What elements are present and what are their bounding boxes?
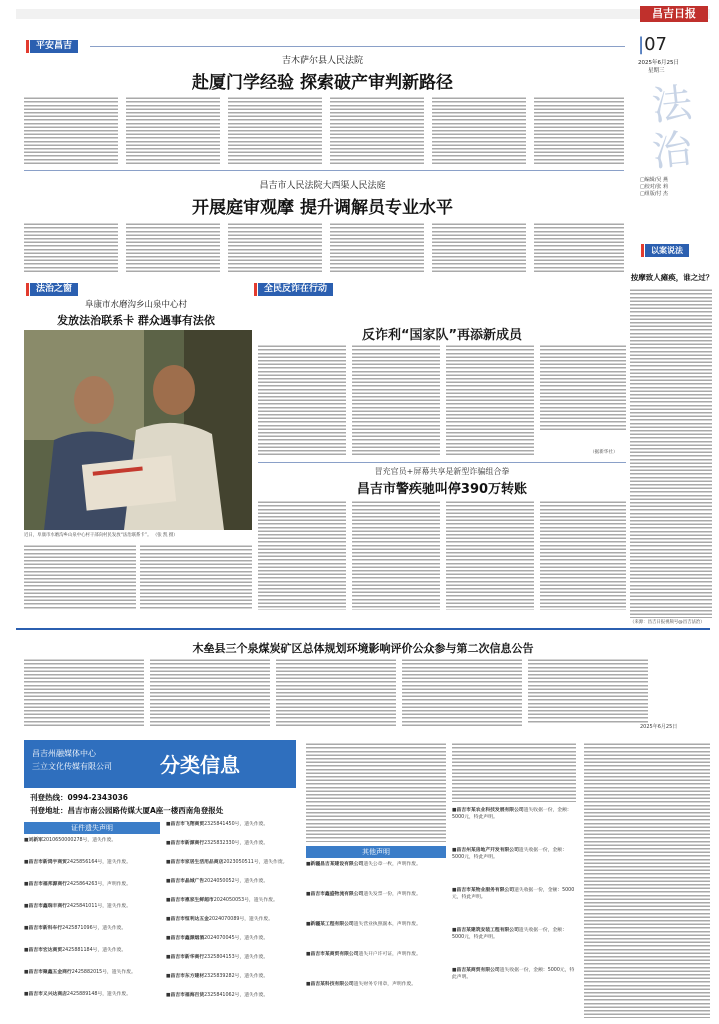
classified-company: 昌吉州融媒体中心 [32,749,96,758]
notice-item-who: ■昌吉市家居生活用品商店 [166,860,224,865]
divider [24,170,624,171]
notice-item [166,936,302,943]
notice-item [306,982,446,989]
notice-item-who: ■昌吉市福海百货 [166,993,205,998]
notice-item-who: ■昌吉市晶城广告 [166,879,205,884]
column-title-char: 治 [649,126,695,176]
notice-item [24,948,160,955]
notice-item [166,974,302,981]
article1-body [432,96,526,166]
notice-item-who: ■昌吉市鑫瑞丰商行 [24,904,67,909]
notice-item [24,992,160,999]
notice-item [452,928,576,941]
article3-headline: 发放法治联系卡 群众遇事有法依 [57,314,215,327]
notice-item [24,970,160,977]
notice-item-who: ■昌吉市鑫盛物流有限公司 [306,892,364,897]
notice-item-who: ■昌吉市新科车行 [24,926,63,931]
notice-top-rule [16,628,710,630]
column-title-char: 法 [649,80,695,130]
notice-item [166,860,302,867]
classified-title: 分类信息 [160,753,240,777]
notice-item-who: ■新疆某工程有限公司 [306,922,354,927]
section-yian: 以案说法 [645,244,689,257]
masthead-bar [16,9,710,19]
notice-item [166,917,302,924]
notice-item-text: 2325804153号，遗失作废。 [204,955,269,960]
right-list [452,808,576,1018]
notice-item-who: ■昌吉州某房地产开发有限公司 [452,848,519,853]
notice-body [24,658,144,728]
classified-address: 刊登地址：昌吉市南公园路传媒大厦A座一楼西南角登报处 [30,806,224,815]
issue-date: 2025年6月25日 [638,60,679,66]
notice-item-who: ■昌吉市福邦源商行 [24,882,67,887]
article6-source: （来源：昌吉日报视频号@昌吉法治） [630,620,705,625]
article2-body [330,222,424,272]
notice-body [528,658,648,724]
article4-body [352,344,440,456]
section-fazhi: 法治之窗 [30,283,78,296]
article1-org: 吉木萨尔县人民法院 [281,56,363,66]
article4-body [446,344,534,456]
article5-headline: 昌吉市警疾驰叫停390万转账 [356,482,528,497]
notice-item [452,888,576,901]
notice-item-text: 2325832330号，遗失作废。 [204,841,269,846]
issue-weekday: 星期三 [648,68,665,74]
col3-lines [306,742,446,842]
section-pingan: 平安昌吉 [30,40,78,53]
lost-list [24,838,160,1018]
article2-org: 昌吉市人民法院大西渠人民法庭 [259,181,386,191]
notice-item [166,993,302,1000]
notice-item-text: 2425856164号，遗失作废。 [66,860,132,865]
notice-item [452,968,576,981]
notice-item [166,879,302,886]
article1-body [24,96,118,166]
notice-item-text: 遗失收据一份，金额：5000元，特此声明。 [452,888,575,900]
typeset-credit: □组版/付 杰 [640,191,668,197]
masthead-logo: 昌吉日报 [640,6,708,22]
divider [258,462,626,463]
article1-body [534,96,624,166]
article4-body [540,344,626,432]
article2-body [534,222,624,272]
col5-body [584,742,710,1018]
notice-item-text: 2010650000278号，遗失作废。 [42,838,117,843]
notice-item-who: ■昌吉市鑫源烟酒 [166,936,205,941]
article4-headline: 反诈利“国家队”再添新成员 [361,328,523,343]
article4-body [258,344,346,456]
article2-body [432,222,526,272]
notice-item-text: 2023050511号，遗失作废。 [223,860,288,865]
article5-kicker: 冒充官员+屏幕共享是新型诈骗组合拳 [374,467,510,476]
notice-item [306,922,446,929]
notice-item-who: ■昌吉市惠家生鲜超市 [166,898,214,903]
article6-question: 按摩致人瘫痪，谁之过？ [630,273,714,282]
other-list [306,862,446,1018]
notice-item-who: ■昌吉市恒利达五金 [166,917,209,922]
notice-item-who: ■昌吉市某农业科技发展有限公司 [452,808,524,813]
notice-item-who: ■昌吉市飞翔商贸 [166,822,205,827]
notice-item-text: 遗失公章一枚，声明作废。 [363,862,421,867]
notice-item [24,882,160,889]
article4-source: （据新华社） [590,450,618,455]
notice-item-text: 2024050052号，遗失作废。 [204,879,269,884]
article1-body [330,96,424,166]
notice-item-text: 2425871096号，遗失作废。 [62,926,127,931]
notice-item-text: 2024070089号，遗失作废。 [208,917,274,922]
notice-item-who: ■昌吉市新华商行 [166,955,205,960]
notice-item-text: 2325839282号，遗失作废。 [204,974,269,979]
notice-item [166,955,302,962]
notice-item-who: ■昌吉某科技有限公司 [306,982,354,987]
article3-body [24,544,136,610]
notice-item-who: ■昌吉市聚鑫五金商行 [24,970,72,975]
notice-item [24,926,160,933]
notice-item-who: ■刘新军 [24,838,43,843]
notice-item-who: ■昌吉市新源商行 [166,841,205,846]
article3-sub: 阜康市水磨沟乡山泉中心村 [84,300,187,310]
lost-title: 证件遗失声明 [24,822,160,834]
page-number: |07 [638,34,667,55]
notice-item-text: 遗失营业执照副本，声明作废。 [353,922,421,927]
notice-date: 2025年6月25日 [640,724,678,730]
article5-body [258,500,346,610]
notice-item-who: ■昌吉市东方建材 [166,974,205,979]
article1-body [126,96,220,166]
notice-body [150,658,270,728]
notice-item-text: 遗失发票一份，声明作废。 [363,892,421,897]
notice-item-text: 遗失财务专用章，声明作废。 [353,982,417,987]
notice-item-text: 遗失收据一份，金额：5000元，特此声明。 [452,808,572,820]
col4-body [452,742,576,802]
article5-body [446,500,534,610]
article3-photo [24,330,252,530]
article2-headline: 开展庭审观摩 提升调解员专业水平 [192,198,453,218]
col3-body [306,742,446,842]
notice-item [452,808,576,821]
notice-item-text: 遗失收据一份，金额：5000元，特此声明。 [452,968,575,980]
article3-body [140,544,252,610]
notice-headline: 木垒县三个泉煤炭矿区总体规划环境影响评价公众参与第二次信息公告 [192,642,534,655]
notice-item-text: 2325841450号，遗失作废。 [204,822,269,827]
notice-item [306,862,446,869]
notice-item-who: ■昌吉某建筑安装工程有限公司 [452,928,519,933]
col5-lines [584,742,710,1018]
notice-item-text: 遗失收据一份，金额：5000元，特此声明。 [452,928,567,940]
article1-headline: 赴厦门学经验 探索破产审判新路径 [192,73,453,93]
notice-item-text: 2425889148号，遗失作废。 [66,992,132,997]
notice-item [24,838,160,845]
photo-illustration [24,330,252,530]
notice-item-who: ■昌吉市某商贸有限公司 [306,952,359,957]
notice-item [166,822,302,829]
notice-item-text: 遗失开户许可证，声明作废。 [358,952,421,957]
notice-item-text: 2425841011号，遗失作废。 [66,904,132,909]
col4-lines [452,742,576,802]
article2-body [126,222,220,272]
classified-phone: 刊登热线：0994-2343036 [30,793,129,802]
notice-item-text: 2425882015号，遗失作废。 [71,970,136,975]
classified-company2: 三立文化传媒有限公司 [32,762,112,771]
notice-item-who: ■昌吉市某物业服务有限公司 [452,888,515,893]
notice-item-who: ■昌吉某商贸有限公司 [452,968,500,973]
notice-item [306,952,446,959]
notice-item [166,841,302,848]
article5-body [540,500,626,610]
article2-body [228,222,322,272]
other-title: 其他声明 [306,846,446,858]
divider [90,46,625,47]
notice-item-who: ■昌吉市义兴达商店 [24,992,67,997]
article1-body [228,96,322,166]
notice-item-who: ■新疆昌吉某建设有限公司 [306,862,364,867]
notice-item-who: ■昌吉市新鸿宇商贸 [24,860,67,865]
proof-credit: □校对/张 莉 [640,184,668,190]
notice-item-who: ■昌吉市宏达商贸 [24,948,63,953]
notice-item-text: 2425881184号，遗失作废。 [62,948,127,953]
editor-credit: □编辑/吴 燕 [640,177,668,183]
notice-item [24,904,160,911]
column-title [640,82,704,232]
notice-item [24,860,160,867]
notice-body [276,658,396,728]
notice-item [306,892,446,899]
notice-item [166,898,302,905]
mid-list [166,822,302,1018]
notice-item-text: 2325841062号，遗失作废。 [204,993,269,998]
notice-item-text: 2024050053号，遗失作废。 [213,898,278,903]
article2-body [24,222,118,272]
notice-item [452,848,576,861]
notice-item-text: 2024070045号，遗失作废。 [204,936,269,941]
article3-photo-caption: 近日，阜康市水磨沟乡山泉中心村干部向村民发放“法治联系卡”。 （张 凯 摄） [24,533,178,538]
notice-item-text: 2425864263号，声明作废。 [66,882,132,887]
notice-body [402,658,522,728]
article6-body [630,288,712,618]
section-quanmin: 全民反诈在行动 [258,283,333,296]
notice-item-text: 遗失收据一份，金额：5000元，特此声明。 [452,848,567,860]
article5-body [352,500,440,610]
classified-header [24,740,296,788]
